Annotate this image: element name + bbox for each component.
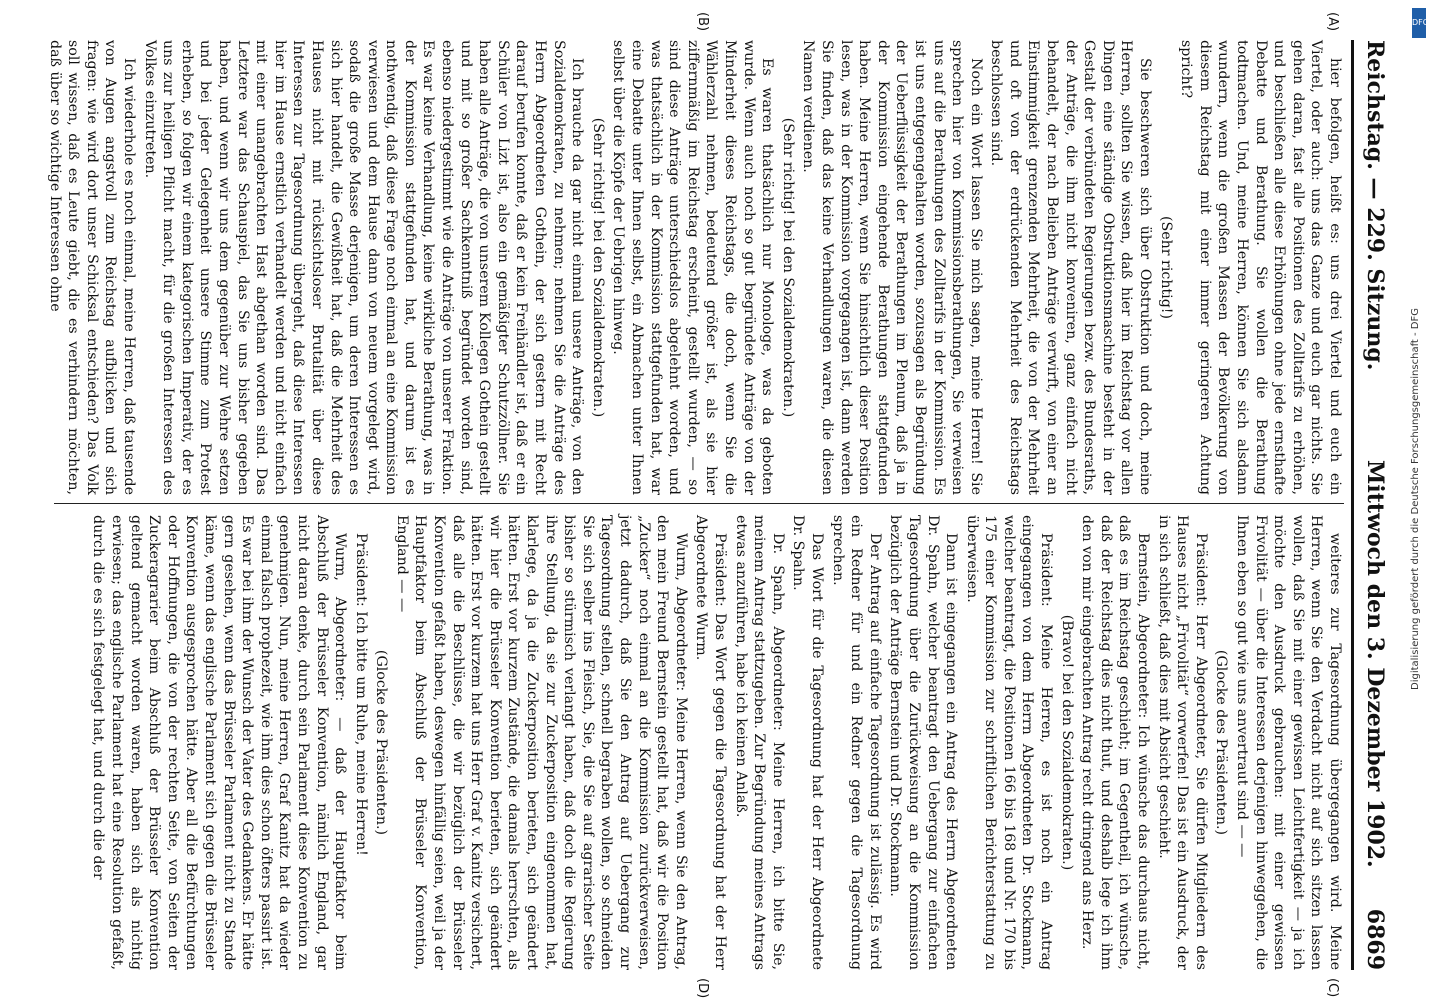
digitization-credit [1410, 0, 1426, 1000]
credit-text: Digitalisierung gefördert durch die Deutsche Forschungsgemeinschaft - DFG [1410, 307, 1421, 690]
interjection: (Sehr richtig! bei den Sozialdemokraten.) [779, 117, 796, 418]
paragraph: Ich wiederhole es noch einmal, meine Herren, daß tausende von Augen angstvoll zum Reichstag aufblicken und sich fragen: wie wird dort unser Schicksal entschieden? Das Volk soll wissen, daß es Leute giebt, die es verhindern möchten, daß über so wichtige Interessen ohne [46, 40, 137, 495]
column-divider [54, 503, 1344, 504]
right-column [54, 515, 1344, 970]
paragraph: Das Wort für die Tagesordnung hat der Herr Abgeordnete Dr. Spahn. [790, 515, 825, 970]
dfg-logo: DFG [1412, 8, 1426, 38]
paragraph: Präsident: Herr Abgeordneter, Sie dürfen Mitgliedern des Hauses nicht „Frivolität“ vorwerfen! Das ist ein Ausdruck, der in sich schließt, daß dies mit Absicht geschieht. [1155, 515, 1209, 970]
paragraph: Der Antrag auf einfache Tagesordnung ist zulässig. Es wird ein Redner für und ein Redner gegen die Tagesordnung sprechen. [829, 515, 883, 970]
paragraph: Dr. Spahn, Abgeordneter: Meine Herren, ich bitte Sie, meinem Antrag stattzugeben. Zur Begründung meines Antrags etwas anzuführen, habe ich keinen Anlaß. [732, 515, 786, 970]
paragraph: Es waren thatsächlich nur Monologe, was da geboten wurde. Wenn auch noch so gut begründete Anträge von der Minderheit dieses Reichstags, die doch, wenn Sie die Wählerzahl nehmen, bedeutend größer ist, als sie hier ziffernmäßig im Reichstag erscheint, gestellt wurden, — so sind diese Anträge unterschiedslos abgelehnt worden, und was thatsächlich in der Kommission stattgefunden hat, war eine Debatte unter Ihnen selbst, ein Abmachen unter Ihnen selbst über die Köpfe der Uebrigen hinweg. [610, 40, 776, 495]
paragraph: Bernstein, Abgeordneter: Ich wünsche das durchaus nicht, daß es im Reichstag geschieht; im Gegentheil, ich wünsche, daß der Reichstag dies nicht thut, und deshalb lege ich ihm den von mir eingebrachten Antrag recht dringend ans Herz. [1079, 515, 1152, 970]
interjection: (Sehr richtig!) [1157, 215, 1174, 320]
margin-marker-b: (B) [695, 12, 710, 32]
paragraph: Wurm, Abgeordneter: — daß der Hauptfaktor beim Abschluß der Brüsseler Konvention, nämlich England, gar nicht daran denke, durch sein Parlament diese Konvention zu genehmigen. Nun, meine Herren, Graf Kanitz hat da wieder einmal falsch prophezeit, wie ihm dies schon öfters passirt ist. Es war bei ihm der Wunsch der Vater des Gedankens. Er hätte gern gesehen, wenn das Brüsseler Parlament nicht zu Stande käme, wenn das englische Parlament sich gegen die Brüsseler Konvention ausgesprochen hätte. Aber all die Befürchtungen oder Hoffnungen, die von der rechten Seite, von Seiten der Zuckeragrarier beim Abschluß der Brüsseler Konvention geltend gemacht worden waren, haben sich als nichtig erwiesen; das englische Parlament hat eine Resolution gefaßt, durch die es sich festgelegt hat, und durch die der [90, 515, 349, 970]
paragraph: Wurm, Abgeordneter: Meine Herren, wenn Sie den Antrag, den mein Freund Bernstein gestellt hat, daß wir die Position „Zucker“ noch einmal an die Kommission zurückverweisen, jetzt dadurch, daß Sie den Antrag auf Uebergang zur Tagesordnung stellen, schnell begraben wollen, so schneiden Sie sich selber ins Fleisch, Sie, die Sie auf agrarischer Seite bisher so stürmisch verlangt haben, daß doch die Regierung ihre Stellung, da sie zur Zuckerposition eingenommen hat, klarlege, da ja die Zuckerposition berieten, sich geändert hätten. Erst vor kurzem Zustände, die damals herrschten, als wir hier die Brüsseler Konvention berieten, sich geändert hätten. Erst vor kurzem hat uns Herr Graf v. Kanitz versichert, daß alle die Beschlüsse, die wir bezüglich der Brüsseler Konvention gefaßt haben, deswegen hinfällig seien, weil ja der Hauptfaktor beim Abschluß der Brüsseler Konvention, England — — [393, 515, 689, 970]
header-date: Mittwoch den 3. Dezember 1902. [1362, 460, 1388, 868]
rotated-newspaper-page [30, 0, 1400, 1000]
left-column [46, 40, 1344, 495]
paragraph: Ich brauche da gar nicht einmal unsere Anträge, von den Sozialdemokraten, zu nehmen; nehmen Sie die Anträge des Herrn Abgeordneten Gothein, der sich gestern mit Recht darauf berufen konnte, daß er kein Freihändler ist, daß er ein Schüler von Lizt ist, also ein gemäßigter Schutzzöllner. Sie haben alle Anträge, die von unserem Kollegen Gothein gestellt und mit so großer Sachkenntniß begründet worden sind, ebenso niedergestimmt wie die Anträge von unserer Fraktion. Es war keine Verhandlung, keine wirkliche Berathung, was in der Kommission stattgefunden hat, und darum ist es nothwendig, daß diese Frage noch einmal an eine Kommission verwiesen und dem Hause dann von neuem vorgelegt wird, sodaß die große Masse derjenigen, um deren Interessen es sich hier handelt, die Gewißheit hat, daß die Mehrheit des Hauses nicht mit rücksichtsloser Brutalität über diese Interessen zur Tagesordnung übergeht, daß diese Interessen hier im Hause ernstlich verhandelt werden und nicht einfach mit einer unangebrachten Hast abgethan worden sind. Das Letztere war das Schauspiel, das Sie uns bisher gegeben haben, und wenn wir uns dem gegenüber zur Wehre setzen und bei jeder Gelegenheit unsere Stimme zum Protest erheben, so folgen wir einem kategorischen Imperativ, der es uns zur heiligen Pflicht macht, für die großen Interessen des Volkes einzutreten. [141, 40, 586, 495]
paragraph: Dann ist eingegangen ein Antrag des Herrn Abgeordneten Dr. Spahn, welcher beantragt den Uebergang zur einfachen Tagesordnung über die Zurückweisung an die Kommission bezüglich der Anträge Bernstein und Dr. Stockmann. [887, 515, 960, 970]
paragraph: Sie beschweren sich über Obstruktion und doch, meine Herren, sollten Sie wissen, daß hier im Reichstag vor allen Dingen eine ständige Obstruktionsmaschine besteht in der Gestalt der verbündeten Regierungen bezw. des Bundesraths, der Anträge, die ihm nicht konveniren, ganz einfach nicht behandelt, der nach Belieben Anträge verwirft, von einer an Einstimmigkeit grenzenden Mehrheit, die von der Mehrheit und oft von der erdrückenden Mehrheit des Reichstags beschlossen sind. [988, 40, 1154, 495]
margin-marker-c: (C) [1325, 978, 1340, 998]
paragraph: Präsident: Meine Herren, es ist noch ein Antrag eingegangen von dem Herrn Abgeordneten Dr. Stockmann, welcher beantragt, die Positionen 166 bis 168 und Nr. 170 bis 175 einer Kommission zur schriftlichen Berichterstattung zu überweisen. [963, 515, 1055, 970]
interjection: (Glocke des Präsidenten.) [373, 649, 390, 836]
margin-marker-a: (A) [1325, 12, 1340, 32]
page-header [1352, 40, 1392, 970]
header-title: Reichstag. — 229. Sitzung. [1362, 40, 1388, 371]
margin-marker-d: (D) [695, 978, 710, 999]
paragraph: Präsident: Ich bitte um Ruhe, meine Herren! [352, 533, 369, 856]
interjection: (Glocke des Präsidenten.) [1213, 649, 1230, 836]
page-number: 6869 [1362, 908, 1388, 970]
header-rule [1351, 40, 1354, 970]
paragraph: Noch ein Wort lassen Sie mich sagen, meine Herren! Sie sprechen hier von Kommissionsberathungen, Sie verweisen uns auf die Berathungen des Zolltarifs in der Kommission. Es ist uns entgegengehalten worden, sozusagen als Begründung der Ueberflüssigkeit der Berathungen im Plenum, daß ja in der Kommission eingehende Berathungen stattgefunden haben. Meine Herren, wenn Sie hinsichtlich dieser Position lesen, was in der Kommission vorgegangen ist, dann werden Sie finden, daß das keine Verhandlungen waren, die diesen Namen verdienen. [800, 40, 984, 495]
paragraph: hier befolgen, heißt es: uns drei Viertel und euch ein Viertel, oder auch: uns das Ganze und euch gar nichts. Sie gehen daran, fast alle Positionen des Zolltarifs zu erhöhen, und beschließen alle diese Erhöhungen ohne jede ernsthafte Debatte und Berathung. Sie wollen die Berathung todtmachen. Und, meine Herren, können Sie sich alsdann wundern, wenn die großen Massen der Bevölkerung von diesem Reichstag mit einer immer geringeren Achtung spricht? [1178, 40, 1343, 495]
paragraph: Präsident: Das Wort gegen die Tagesordnung hat der Herr Abgeordnete Wurm. [693, 515, 728, 970]
interjection: (Bravo! bei den Sozialdemokraten.) [1058, 614, 1075, 871]
paragraph: weiteres zur Tagesordnung übergegangen wird. Meine Herren, wenn Sie den Verdacht nicht auf sich sitzen lassen wollen, daß Sie mit einer gewissen Leichtfertigkeit — ja ich möchte den Ausdruck gebrauchen: mit einer gewissen Frivolität — über die Interessen derjenigen hinweggehen, die Ihnen eben so gut wie uns anvertraut sind — — [1234, 515, 1343, 970]
interjection: (Sehr richtig! bei den Sozialdemokraten.) [589, 117, 606, 418]
